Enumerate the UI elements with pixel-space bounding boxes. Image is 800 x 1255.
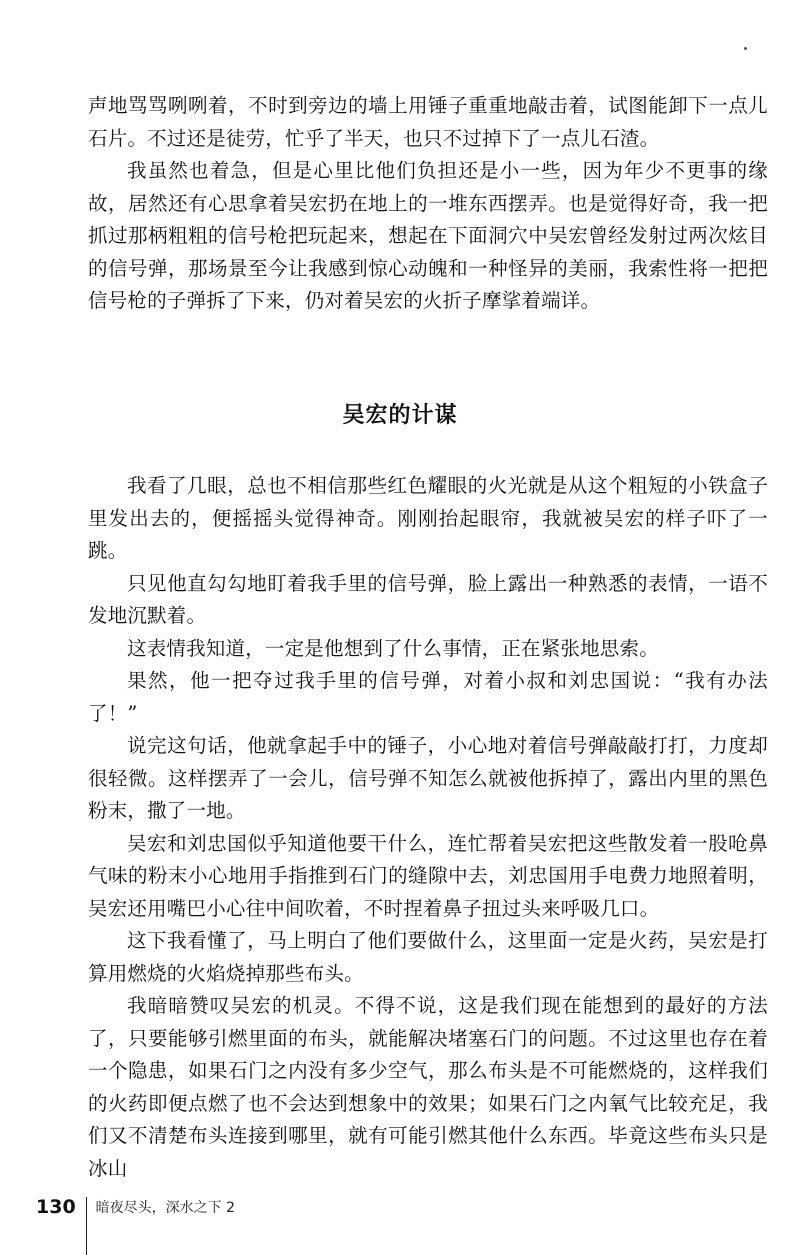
paragraph: 吴宏和刘忠国似乎知道他要干什么，连忙帮着吴宏把这些散发着一股呛鼻气味的粉末小心地用手指推到石门的缝隙中去，刘忠国用手电费力地照着明，吴宏还用嘴巴小心往中间吹着，不时捏着鼻子扭过头来呼吸几口。 <box>88 831 768 920</box>
scan-speck <box>744 47 747 50</box>
paragraph: 我看了几眼，总也不相信那些红色耀眼的火光就是从这个粗短的小铁盒子里发出去的，便摇摇头觉得神奇。刚刚抬起眼帘，我就被吴宏的样子吓了一跳。 <box>88 474 768 562</box>
page-footer <box>36 1178 235 1236</box>
body-text-top <box>88 90 768 318</box>
paragraph: 说完这句话，他就拿起手中的锤子，小心地对着信号弹敲敲打打，力度却很轻微。这样摆弄了一会儿，信号弹不知怎么就被他拆掉了，露出内里的黑色粉末，撒了一地。 <box>88 734 768 822</box>
page-number: 130 <box>36 1196 76 1218</box>
paragraph: 这下我看懂了，马上明白了他们要做什么，这里面一定是火药，吴宏是打算用燃烧的火焰烧掉那些布头。 <box>88 929 768 985</box>
running-title: 暗夜尽头，深水之下 2 <box>95 1200 236 1216</box>
body-text-bottom <box>88 470 768 1185</box>
footer-divider <box>86 1197 87 1255</box>
section-heading: 吴宏的计谋 <box>342 403 458 428</box>
paragraph: 声地骂骂咧咧着，不时到旁边的墙上用锤子重重地敲击着，试图能卸下一点儿石片。不过还是徒劳，忙乎了半天，也只不过掉下了一点儿石渣。 <box>88 94 768 150</box>
paragraph: 这表情我知道，一定是他想到了什么事情，正在紧张地思索。 <box>127 636 659 660</box>
paragraph: 只见他直勾勾地盯着我手里的信号弹，脸上露出一种熟悉的表情，一语不发地沉默着。 <box>88 571 768 627</box>
paragraph: 果然，他一把夺过我手里的信号弹，对着小叔和刘忠国说：“我有办法了！” <box>88 669 768 725</box>
paragraph: 我虽然也着急，但是心里比他们负担还是小一些，因为年少不更事的缘故，居然还有心思拿着吴宏扔在地上的一堆东西摆弄。也是觉得好奇，我一把抓过那柄粗粗的信号枪把玩起来，想起在下面洞穴中吴宏曾经发射过两次炫目的信号弹，那场景至今让我感到惊心动魄和一种怪异的美丽，我索性将一把把信号枪的子弹拆了下来，仍对着吴宏的火折子摩挲着端详。 <box>88 159 768 312</box>
paragraph: 我暗暗赞叹吴宏的机灵。不得不说，这是我们现在能想到的最好的方法了，只要能够引燃里面的布头，就能解决堵塞石门的问题。不过这里也存在着一个隐患，如果石门之内没有多少空气，那么布头是不可能燃烧的，这样我们的火药即便点燃了也不会达到想象中的效果；如果石门之内氧气比较充足，我们又不清楚布头连接到哪里，就有可能引燃其他什么东西。毕竟这些布头只是冰山 <box>88 994 768 1180</box>
